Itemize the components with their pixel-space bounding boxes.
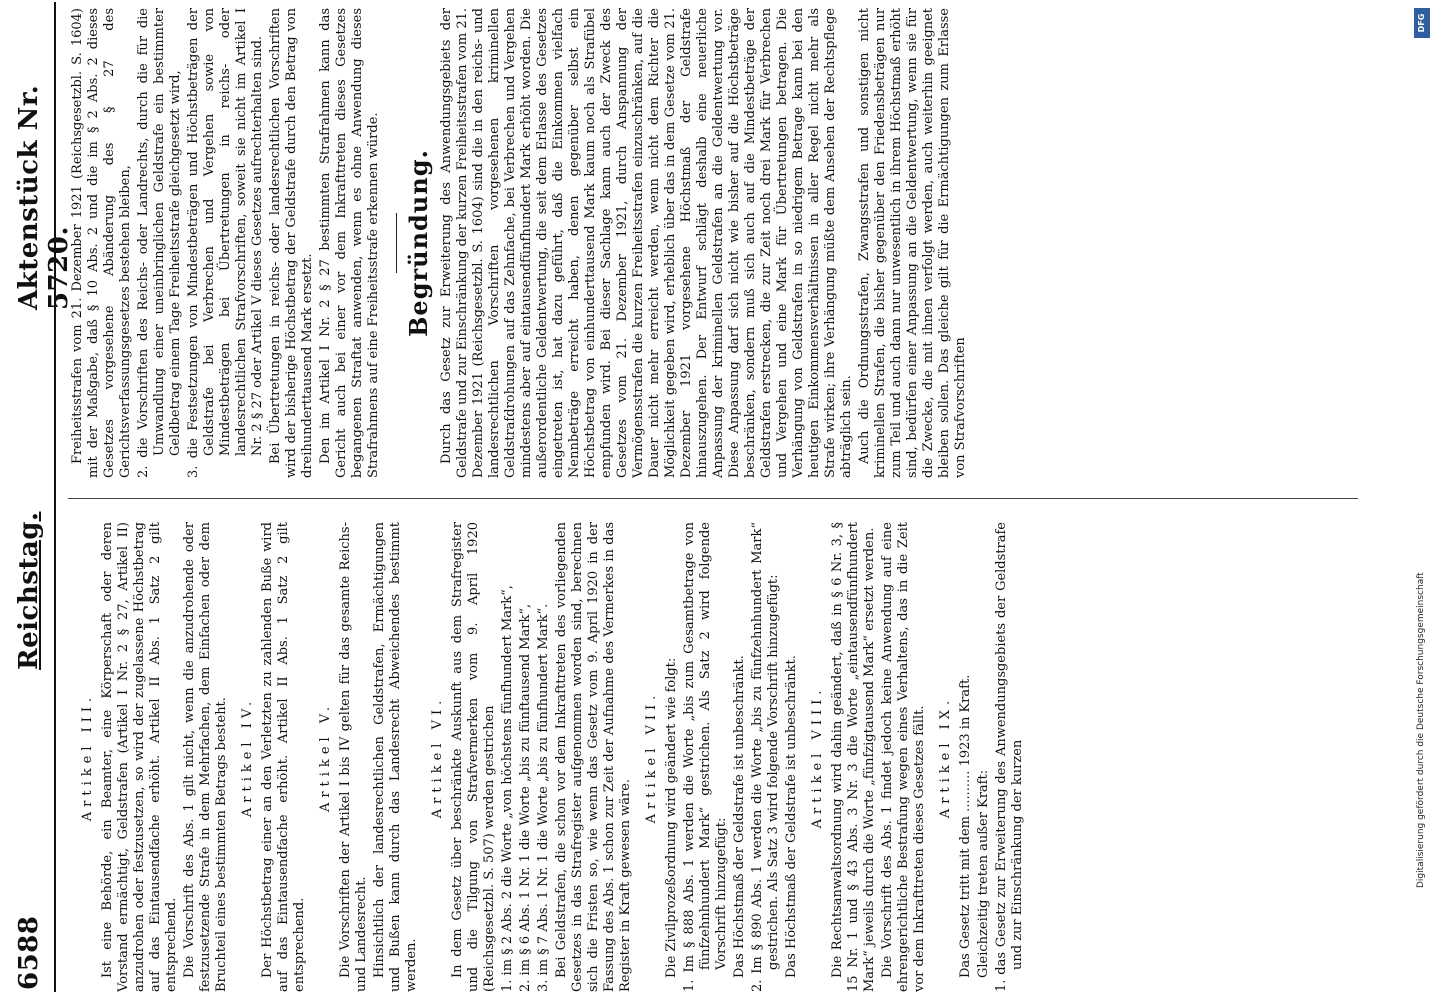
credit-text: Digitalisierung gefördert durch die Deutsche Forschungsgemeinschaft <box>1416 572 1426 888</box>
list-item: 3. im § 7 Abs. 1 Nr. 1 die Worte „bis zu fünfhundert Mark“. <box>536 603 551 992</box>
right-column <box>70 8 1370 478</box>
list-item: 2. die Vorschriften des Reichs- oder Landrechts, durch die für die Umwandlung einer uneinbringlichen Geldstrafe ein bestimmter Geldbetrag einem Tage Freiheitsstrafe gleichgesetzt wird, <box>136 8 183 478</box>
article-heading: Artikel VIII. <box>810 685 825 829</box>
paragraph: Der Höchstbetrag einer an den Verletzten zu zahlenden Buße wird auf das Eintausendfache erhöht. Artikel II Abs. 1 Satz 2 gilt entsprechend. <box>260 522 307 992</box>
article-heading: Artikel VI. <box>430 695 445 819</box>
paragraph: Den im Artikel I Nr. 2 § 27 bestimmten Strafrahmen kann das Gericht auch bei einer vor dem Inkrafttreten dieses Gesetzes begangenen Straftat anwenden, wenn es ohne Anwendung dieses Strafrahmens auf eine Freiheitsstrafe erkennen würde. <box>318 8 381 478</box>
paragraph: Freiheitsstrafen vom 21. Dezember 1921 (Reichsgesetzbl. S. 1604) mit der Maßgabe, daß § 10 Abs. 2 und die im § 2 Abs. 2 dieses Gesetzes vorgesehene Abänderung des § 27 des Gerichtsverfassungsgesetzes bestehen bleiben, <box>70 8 133 478</box>
list-item: 1. Im § 888 Abs. 1 werden die Worte „bis zum Gesamtbetrage von fünfzehnhundert Mark“ gestrichen. Als Satz 2 wird folgende Vorschrift hinzugefügt: <box>682 522 729 992</box>
paragraph: Das Gesetz tritt mit dem .......... 1923 in Kraft. <box>958 674 973 978</box>
paragraph: Die Rechtsanwaltsordnung wird dahin geändert, daß in § 6 Nr. 3, § 15 Nr. 1 und § 43 Abs. 3 Nr. 3 die Worte „eintausendfünfhundert Mark“ jeweils durch die Worte „fünfzigtausend Mark“ ersetzt werden. <box>830 522 877 992</box>
paragraph: Das Höchstmaß der Geldstrafe ist unbeschränkt. <box>732 655 747 978</box>
paragraph: Bei Übertretungen in reichs- oder landesrechtlichen Vorschriften wird der bisherige Höchstbetrag der Geldstrafe durch den Betrag von dreihunderttausend Mark ersetzt. <box>268 8 315 478</box>
column-divider <box>68 498 1358 499</box>
article-heading: Artikel IV. <box>240 696 255 818</box>
section-rule <box>396 213 397 273</box>
paragraph: Das Höchstmaß der Geldstrafe ist unbeschränkt. <box>784 655 799 978</box>
dfg-logo-text: DFG <box>1417 13 1426 33</box>
list-item: 1. im § 2 Abs. 2 die Worte „von höchstens fünfhundert Mark“, <box>500 585 515 992</box>
paragraph: Auch die Ordnungsstrafen, Zwangsstrafen und sonstigen nicht kriminellen Strafen, die bisher gegenüber den Friedensbeträgen nur zum Teil und auch dann nur unwesentlich in ihrem Höchstmaß erhöht sind, bedürfen einer Anpassung an die Geldentwertung, wenn sie für die Zwecke, die mit ihnen verfolgt werden, auch weiterhin geeignet bleiben sollen. Das gleiche gilt für die Ermächtigungen zum Erlasse von Strafvorschriften <box>857 8 968 478</box>
list-item: 3. die Festsetzungen von Mindestbeträgen und Höchstbeträgen der Geldstrafe bei Verbrechen und Vergehen sowie von Mindestbeträgen bei Übertretungen in reichs- oder landesrechtlichen Strafvorschriften, soweit sie nicht im Artikel I Nr. 2 § 27 oder Artikel V dieses Gesetzes aufrechterhalten sind. <box>186 8 265 478</box>
paragraph: Bei Geldstrafen, die schon vor dem Inkrafttreten des vorliegenden Gesetzes in das Strafregister aufgenommen worden sind, berechnen sich die Fristen so, wie wenn das Gesetz vom 9. April 1920 in der Fassung des Abs. 1 schon zur Zeit der Aufnahme des Vermerkes in das Register in Kraft gewesen wäre. <box>554 522 633 992</box>
digitization-credit <box>1412 8 1430 888</box>
paragraph: In dem Gesetz über beschränkte Auskunft aus dem Strafregister und die Tilgung von Strafvermerken vom 9. April 1920 (Reichsgesetzbl. S. 507) werden gestrichen <box>450 522 497 992</box>
left-column <box>70 522 1370 992</box>
page-header <box>10 0 74 1000</box>
article-heading: Artikel VII. <box>644 690 659 824</box>
paragraph: Ist eine Behörde, ein Beamter, eine Körperschaft oder deren Vorstand ermächtigt, Geldstrafen (Artikel I Nr. 2 § 27, Artikel II) anzudrohen oder festzusetzen, so wird der zugelassene Höchstbetrag auf das Eintausendfache erhöht. Artikel II Abs. 1 Satz 2 gilt entsprechend. <box>100 522 179 992</box>
section-title: Begründung. <box>404 149 433 337</box>
header-rule <box>54 2 56 992</box>
paragraph: Die Vorschriften der Artikel I bis IV gelten für das gesamte Reichs- und Landesrecht. <box>338 522 369 992</box>
list-item: 2. Im § 890 Abs. 1 werden die Worte „bis zu fünfzehnhundert Mark“ gestrichen. Als Satz 3 wird folgende Vorschrift hinzugefügt: <box>750 522 781 992</box>
list-item: 2. im § 6 Abs. 1 Nr. 1 die Worte „bis zu fünftausend Mark“, <box>518 603 533 992</box>
paragraph: Hinsichtlich der landesrechtlichen Geldstrafen, Ermächtigungen und Bußen kann durch das Landesrecht Abweichendes bestimmt werden. <box>372 522 419 992</box>
article-heading: Artikel IX. <box>938 695 953 819</box>
list-item: 1. das Gesetz zur Erweiterung des Anwendungsgebiets der Geldstrafe und zur Einschränkung der kurzen <box>994 522 1025 992</box>
article-heading: Artikel V. <box>318 701 333 813</box>
article-heading: Artikel III. <box>80 692 95 822</box>
paragraph: Die Vorschrift des Abs. 1 gilt nicht, wenn die anzudrohende oder festzusetzende Strafe in dem Mehrfachen, dem Einfachen oder dem Bruchteil eines bestimmten Betrags besteht. <box>182 522 229 992</box>
paragraph: Die Vorschrift des Abs. 1 findet jedoch keine Anwendung auf eine ehrengerichtliche Bestrafung wegen eines Verhaltens, das in die Zeit vor dem Inkrafttreten dieses Gesetzes fällt. <box>880 522 927 992</box>
page-number: 6588 <box>14 915 44 990</box>
document-number: Aktenstück Nr. 5720. <box>14 84 74 310</box>
paragraph: Die Zivilprozeßordnung wird geändert wie folgt: <box>664 657 679 978</box>
paragraph: Durch das Gesetz zur Erweiterung des Anwendungsgebiets der Geldstrafe und zur Einschränkung der kurzen Freiheitsstrafen vom 21. Dezember 1921 (Reichsgesetzbl. S. 1604) sind die in den reichs- und landesrechtlichen Vorschriften vorgesehenen kriminellen Geldstrafdrohungen auf das Zehnfache, bei Verbrechen und Vergehen mindestens aber auf eintausendfünfhundert Mark erhöht worden. Die außerordentliche Geldentwertung, die seit dem Erlasse des Gesetzes eingetreten ist, hat dazu geführt, daß die Einkommen vielfach Nennbeträge erreicht haben, denen gegenüber selbst ein Höchstbetrag von einhunderttausend Mark kaum noch als Strafübel empfunden wird. Bei dieser Sachlage kann auch der Zweck des Gesetzes vom 21. Dezember 1921, durch Anspannung der Vermögensstrafen die kurzen Freiheitsstrafen einzuschränken, auf die Dauer nicht mehr erreicht werden, wenn nicht dem Richter die Möglichkeit gegeben wird, erheblich über das in dem Gesetze vom 21. Dezember 1921 vorgesehene Höchstmaß der Geldstrafe hinauszugehen. Der Entwurf schlägt deshalb eine neuerliche Anpassung der kriminellen Geldstrafen an die Geldentwertung vor. Diese Anpassung darf sich nicht wie bisher auf die Höchstbeträge beschränken, sondern muß sich auch auf die Mindestbeträge der Geldstrafen erstrecken, die zur Zeit noch drei Mark für Verbrechen und Vergehen und eine Mark für Übertretungen betragen. Die Verhängung von Geldstrafen in so niedrigem Betrage kann bei den heutigen Einkommensverhältnissen in aller Regel nicht mehr als Strafe wirken; ihre Verhängung müßte dem Ansehen der Rechtspflege abträglich sein. <box>439 8 854 478</box>
header-title: Reichstag. <box>14 511 44 670</box>
dfg-logo <box>1414 8 1430 38</box>
paragraph: Gleichzeitig treten außer Kraft: <box>976 769 991 978</box>
